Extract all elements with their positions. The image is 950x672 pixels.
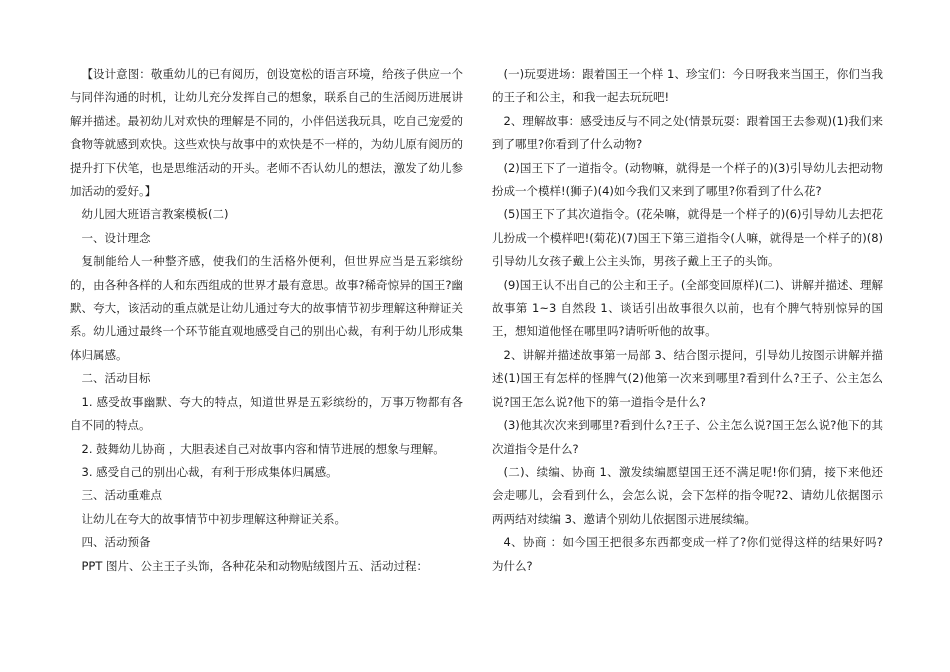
process-paragraph: 2、讲解并描述故事第一局部 3、结合图示提问，引导幼儿按图示讲解并描述(1)国王有怎样的怪脾气(2)他第一次来到哪里?看到什么?王子、公主怎么说?国王怎么说?他下的第一道指令是什么? [492,347,883,409]
process-paragraph: (3)他其次次来到哪里?看到什么?王子、公主怎么说?国王怎么说?他下的其次道指令是什么? [492,418,883,456]
heading-design-concept: 一、设计理念 [81,230,151,245]
left-column [70,63,463,578]
section-title: 幼儿园大班语言教案模板(二) [81,207,229,222]
process-paragraph: (9)国王认不出自己的公主和王子。(全部变回原样)(二)、讲解并描述、理解故事第 1~3 自然段 1、谈话引出故事很久以前，也有个脾气特别惊异的国王，想知道他怪在哪里吗?请听听他的故事。 [492,277,883,339]
process-paragraph: (5)国王下了其次道指令。(花朵嘛，就得是一个样子的)(6)引导幼儿去把花儿扮成一个模样吧!(菊花)(7)国王下第三道指令(人嘛，就得是一个样子的)(8)引导幼儿女孩子戴上公主头饰，男孩子戴上王子的头饰。 [492,207,883,269]
heading-key-difficulties: 三、活动重难点 [81,488,162,503]
right-column [492,63,883,578]
key-difficulties-paragraph: 让幼儿在夸大的故事情节中初步理解这种辩证关系。 [81,511,346,526]
process-paragraph: (二)、续编、协商 1、激发续编愿望国王还不满足呢!你们猜，接下来他还会走哪儿，会看到什么，会怎么说，会下怎样的指令呢?2、请幼儿依据图示两两结对续编 3、邀请个别幼儿依据图示进展续编。 [492,464,883,526]
design-intent-paragraph: 【设计意图：敬重幼儿的已有阅历，创设宽松的语言环境，给孩子供应一个与同伴沟通的时机，让幼儿充分发挥自己的想象，联系自己的生活阅历进展讲解并描述。最初幼儿对欢快的理解是不同的，小伴侣送我玩具，吃自己宠爱的食物等就感到欢快。这些欢快与故事中的欢快是不一样的，为幼儿原有阅历的提升打下伏笔，也是思维活动的开头。老师不否认幼儿的想法，激发了幼儿参加活动的爱好。】 [70,67,463,199]
preparation-paragraph: PPT 图片、公主王子头饰，各种花朵和动物贴绒图片五、活动过程： [81,558,429,573]
goal-item: 3. 感受自己的别出心裁，有利于形成集体归属感。 [81,464,338,479]
goal-item: 2. 鼓舞幼儿协商 ，大胆表述自己对故事内容和情节进展的想象与理解。 [81,441,445,456]
process-paragraph: 4、协商 ：如今国王把很多东西都变成一样了?你们觉得这样的结果好吗?为什么? [492,535,883,573]
heading-preparation: 四、活动预备 [81,535,151,550]
process-paragraph: (一)玩耍进场：跟着国王一个样 1、珍宝们：今日呀我来当国王，你们当我的王子和公主，和我一起去玩玩吧! [492,67,883,105]
heading-activity-goals: 二、活动目标 [81,371,151,386]
design-concept-paragraph: 复制能给人一种整齐感，使我们的生活格外便利，但世界应当是五彩缤纷的，由各种各样的人和东西组成的世界才最有意思。故事?稀奇惊异的国王?幽默、夸大，该活动的重点就是让幼儿通过夸大的故事情节初步理解这种辩证关系。幼儿通过最终一个环节能直观地感受自己的别出心裁，有利于幼儿形成集体归属感。 [70,254,463,362]
process-paragraph: 2、理解故事：感受违反与不同之处(情景玩耍：跟着国王去参观)(1)我们来到了哪里?你看到了什么动物? [492,113,883,152]
process-paragraph: (2)国王下了一道指令。(动物嘛，就得是一个样子的)(3)引导幼儿去把动物扮成一个模样!(狮子)(4)如今我们又来到了哪里?你看到了什么花? [492,160,883,199]
goal-item: 1. 感受故事幽默、夸大的特点，知道世界是五彩缤纷的，万事万物都有各自不同的特点。 [70,394,463,433]
